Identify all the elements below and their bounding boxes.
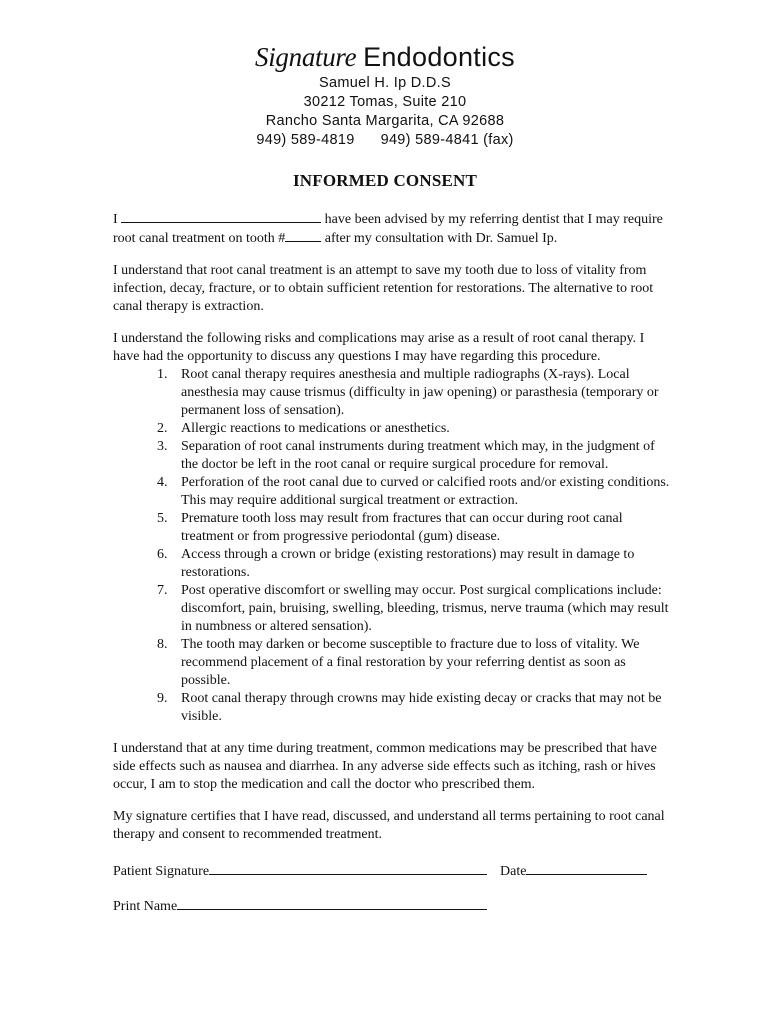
list-item: [113, 420, 673, 438]
list-text: The tooth may darken or become susceptible to fracture due to loss of vitality. We recommend placement of a final restoration by your referring dentist as soon as possible.: [181, 637, 640, 688]
patient-signature-label: Patient Signature: [113, 864, 210, 879]
list-number: 8.: [157, 637, 168, 652]
practice-address: [0, 74, 770, 150]
list-item: [113, 546, 673, 582]
list-item: [113, 366, 673, 420]
list-number: 5.: [157, 511, 168, 526]
date-field[interactable]: [526, 862, 647, 875]
list-text: Post operative discomfort or swelling may occur. Post surgical complications include: discomfort, pain, bruising, swelling, bleeding, trismus, nerve trauma (which may result in numbness or altered sensation).: [181, 583, 669, 634]
list-item: [113, 510, 673, 546]
list-text: Root canal therapy through crowns may hide existing decay or cracks that may not be visible.: [181, 691, 662, 724]
list-number: 7.: [157, 583, 168, 598]
doctor-name: Samuel H. Ip D.D.S: [319, 75, 451, 91]
phone-number: 949) 589-4819: [256, 132, 355, 148]
list-number: 4.: [157, 475, 168, 490]
city-address: Rancho Santa Margarita, CA 92688: [265, 113, 505, 129]
date-label: Date: [500, 864, 527, 879]
list-text: Separation of root canal instruments during treatment which may, in the judgment of the doctor be left in the root canal or require surgical procedure for removal.: [181, 439, 655, 472]
list-text: Root canal therapy requires anesthesia and multiple radiographs (X-rays). Local anesthesia may cause trismus (difficulty in jaw opening) or parasthesia (temporary or permanent loss of sensation).: [181, 367, 659, 418]
list-item: [113, 690, 673, 726]
print-name-row: [113, 897, 673, 916]
brand-name: Endodontics: [363, 42, 515, 72]
form-body: [113, 210, 673, 932]
list-number: 3.: [157, 439, 168, 454]
patient-name-blank[interactable]: [121, 210, 321, 223]
letterhead: [0, 40, 770, 150]
list-item: [113, 582, 673, 636]
medications-paragraph: I understand that at any time during treatment, common medications may be prescribed that have side effects such as nausea and diarrhea. In any adverse side effects such as itching, rash or hives occur, I am to stop the medication and call the doctor who prescribed them.: [113, 741, 657, 792]
list-text: Access through a crown or bridge (existing restorations) may result in damage to restorations.: [181, 547, 635, 580]
purpose-paragraph: I understand that root canal treatment is an attempt to save my tooth due to loss of vitality from infection, decay, fracture, or to obtain sufficient retention for restorations. The alternative to root canal therapy is extraction.: [113, 263, 654, 314]
list-number: 6.: [157, 547, 168, 562]
intro-text-3: after my consultation with Dr. Samuel Ip.: [324, 231, 558, 246]
list-number: 1.: [157, 367, 168, 382]
risks-list: [113, 366, 673, 726]
list-text: Premature tooth loss may result from fractures that can occur during root canal treatment or from progressive periodontal (gum) disease.: [181, 511, 623, 544]
tooth-number-blank[interactable]: [285, 229, 321, 242]
practice-logo: [0, 40, 770, 74]
page-title: INFORMED CONSENT: [292, 171, 478, 190]
intro-text-1: I: [113, 212, 118, 227]
list-item: [113, 438, 673, 474]
certification-paragraph: My signature certifies that I have read, discussed, and understand all terms pertaining to root canal therapy and consent to recommended treatment.: [113, 809, 665, 842]
print-name-label: Print Name: [113, 899, 178, 914]
contact-numbers: [0, 131, 770, 150]
intro-text-2: have been advised by my referring dentist that I may require root canal treatment on tooth #: [113, 212, 663, 246]
list-number: 9.: [157, 691, 168, 706]
brand-script: Signature: [255, 42, 357, 72]
risks-intro-paragraph: I understand the following risks and complications may arise as a result of root canal therapy. I have had the opportunity to discuss any questions I may have regarding this procedure.: [113, 331, 645, 364]
list-text: Allergic reactions to medications or anesthetics.: [181, 421, 450, 436]
intro-paragraph: [113, 210, 673, 248]
patient-signature-row: [113, 862, 673, 881]
print-name-field[interactable]: [177, 897, 487, 910]
list-text: Perforation of the root canal due to curved or calcified roots and/or existing conditions. This may require additional surgical treatment or extraction.: [181, 475, 670, 508]
fax-number: 949) 589-4841 (fax): [380, 132, 514, 148]
street-address: 30212 Tomas, Suite 210: [303, 94, 467, 110]
list-item: [113, 636, 673, 690]
list-item: [113, 474, 673, 510]
patient-signature-field[interactable]: [209, 862, 487, 875]
list-number: 2.: [157, 421, 168, 436]
